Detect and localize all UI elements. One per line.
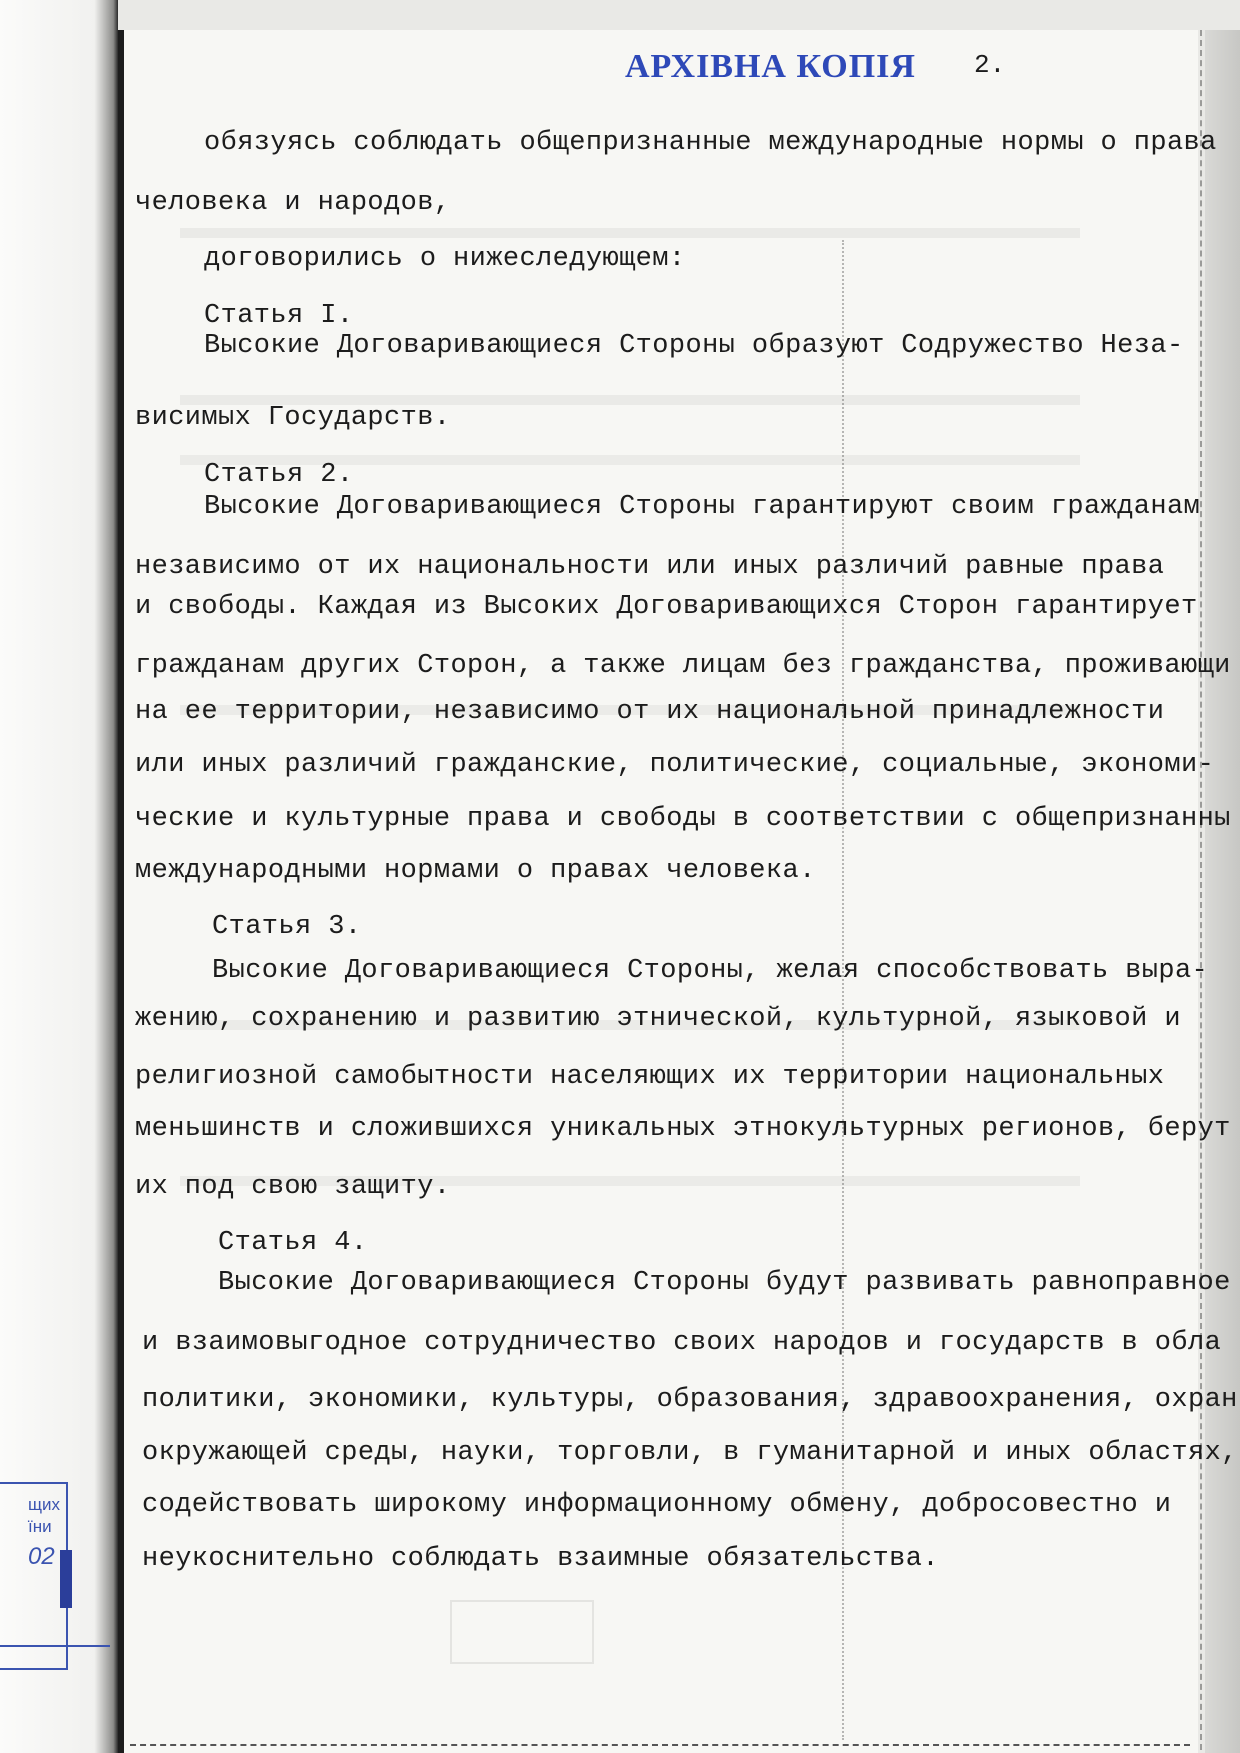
next-page-edge <box>1205 30 1240 1753</box>
box-number: 02 <box>28 1543 55 1570</box>
page-fold-line <box>1200 30 1202 1750</box>
text-line: окружающей среды, науки, торговли, в гуманитарной и иных областях, <box>142 1438 1238 1468</box>
text-line: Высокие Договаривающиеся Стороны гарантируют своим гражданам <box>204 492 1201 522</box>
article-heading: Статья I. <box>204 301 354 331</box>
text-line: их под свою защиту. <box>135 1172 451 1202</box>
bottom-dashed-line <box>130 1744 1190 1746</box>
article-heading: Статья 3. <box>212 912 362 942</box>
text-line: Высокие Договаривающиеся Стороны образуют Содружество Неза- <box>204 331 1184 361</box>
text-line: или иных различий гражданские, политические, социальные, экономи- <box>135 750 1215 780</box>
text-line: международными нормами о правах человека. <box>135 856 816 886</box>
text-line: человека и народов, <box>135 188 451 218</box>
text-line: меньшинств и сложившихся уникальных этнокультурных регионов, берут <box>135 1114 1231 1144</box>
box-text-line: щих <box>28 1495 60 1514</box>
text-line: гражданам других Сторон, а также лицам без гражданства, проживающи <box>135 651 1231 681</box>
text-line: и взаимовыгодное сотрудничество своих народов и государств в обла <box>142 1328 1222 1358</box>
article-heading: Статья 4. <box>218 1228 368 1258</box>
text-line: жению, сохранению и развитию этнической, культурной, языковой и <box>135 1004 1181 1034</box>
text-line: политики, экономики, культуры, образования, здравоохранения, охран <box>142 1385 1238 1415</box>
text-line: содействовать широкому информационному обмену, добросовестно и <box>142 1490 1172 1520</box>
text-line: на ее территории, независимо от их национальной принадлежности <box>135 697 1165 727</box>
text-line: ческие и культурные права и свободы в соответствии с общепризнанны <box>135 804 1231 834</box>
archive-copy-stamp: АРХІВНА КОПІЯ <box>625 48 916 85</box>
text-line: Высокие Договаривающиеся Стороны будут развивать равноправное <box>218 1268 1231 1298</box>
text-line: висимых Государств. <box>135 403 451 433</box>
text-line: неукоснительно соблюдать взаимные обязательства. <box>142 1544 939 1574</box>
article-heading: Статья 2. <box>204 460 354 490</box>
page-number: 2. <box>974 50 1006 80</box>
box-underline <box>0 1645 110 1647</box>
binding-clip <box>60 1550 72 1608</box>
archive-registration-box <box>0 1482 68 1670</box>
text-line: обязуясь соблюдать общепризнанные международные нормы о права <box>204 128 1217 158</box>
box-text-line: їни <box>28 1517 52 1536</box>
text-line: независимо от их национальности или иных различий равные права <box>135 552 1165 582</box>
text-line: Высокие Договаривающиеся Стороны, желая способствовать выра- <box>212 956 1209 986</box>
text-line: договорились о нижеследующем: <box>204 244 686 274</box>
text-line: религиозной самобытности населяющих их территории национальных <box>135 1062 1165 1092</box>
text-line: и свободы. Каждая из Высоких Договаривающихся Сторон гарантирует <box>135 592 1198 622</box>
